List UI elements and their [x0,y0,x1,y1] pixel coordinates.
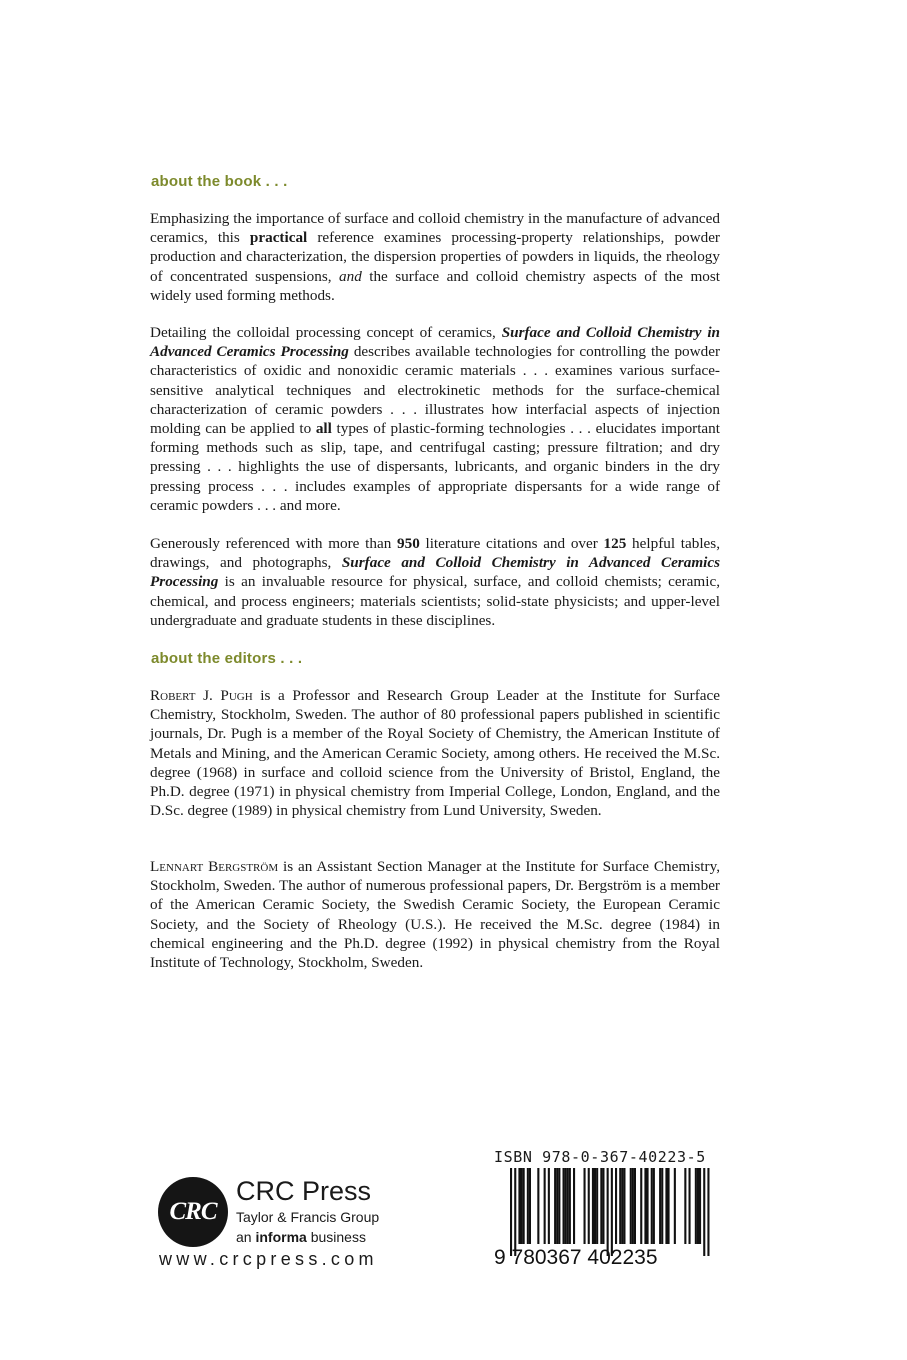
barcode-bar [527,1168,529,1244]
about-editors-heading: about the editors . . . [151,650,303,667]
about-book-paragraph-1 [150,209,720,305]
barcode-bar [665,1168,667,1244]
book-title-text: Surface and Colloid Chemistry in Advanced Ceramics Processing [150,554,720,591]
barcode-bar [695,1168,697,1244]
barcode-bar [518,1168,520,1244]
barcode-bar [592,1168,594,1244]
text-run: reference examines processing-property relationships, powder production and characterization, the dispersion properties of powders in liquids, the rheology of concentrated suspensions, [150,229,720,285]
logo-text: CRC [169,1198,217,1225]
emphasis-text: and [339,267,362,285]
barcode-bar [611,1168,613,1256]
barcode-bar [640,1168,642,1244]
barcode-bar [529,1168,531,1244]
about-book-paragraph-3 [150,534,720,630]
text-run: the surface and colloid chemistry aspects of the most widely used forming methods. [150,267,720,304]
barcode-bar [668,1168,670,1244]
about-book-paragraph-2 [150,323,720,515]
barcode-bar [548,1168,550,1244]
barcode-bar [554,1168,556,1244]
barcode-bar [697,1168,699,1244]
barcode-bar [510,1168,512,1256]
barcode-bar [565,1168,567,1244]
barcode-bar [584,1168,586,1244]
publisher-group: Taylor & Francis Group [236,1209,380,1225]
barcode-bar [596,1168,598,1244]
barcode-bar [623,1168,625,1244]
barcode-bar [573,1168,575,1244]
barcode-bar [621,1168,623,1244]
barcode-bar [653,1168,655,1244]
emphasis-text: 950 [397,535,420,552]
text-run: an [236,1229,256,1245]
barcode-bar [537,1168,539,1244]
text-run: Generously referenced with more than [150,535,397,552]
barcode-bar [521,1168,523,1244]
barcode-bar [630,1168,632,1244]
book-title-text: Surface and Colloid Chemistry in Advanced Ceramics Processing [150,324,720,361]
barcode-bar [644,1168,646,1244]
barcode-number: 9 780367 402235 [494,1246,658,1269]
barcode-bar [602,1168,604,1244]
barcode-bar [567,1168,569,1244]
editor-2-bio [150,857,720,972]
text-run: is an Assistant Section Manager at the Institute for Surface Chemistry, Stockholm, Sweden. The author of numerous professional papers, Dr. Bergström is a member of the American Ceramic Society, the Swedish Ceramic Society, the European Ceramic Society, and the Society of Rheology (U.S.). He received the M.Sc. degree (1984) in chemical engineering and the Ph.D. degree (1992) in physical chemistry from the Royal Institute of Technology, Stockholm, Sweden. [150,858,720,972]
text-run: Detailing the colloidal processing concept of ceramics, [150,324,502,341]
emphasis-text: 125 [603,535,627,552]
publisher-url: www.crcpress.com [159,1249,378,1269]
text-run: business [306,1229,366,1245]
barcode-bar [632,1168,634,1244]
barcode-bar [699,1168,701,1244]
barcode-bar [674,1168,676,1244]
barcode-bar [659,1168,661,1244]
text-run: describes available technologies for controlling the powder characteristics of oxidic and nonoxidic ceramic materials . . . examines various surface-sensitive analytical techniques and electrokinetic methods for the surface-chemical characterization of ceramic powders . . . illustrates how interfacial aspects of injection molding can be applied to [150,343,720,438]
publisher-name: CRC Press [236,1176,372,1206]
barcode-bar [563,1168,565,1244]
barcode-bar [556,1168,558,1244]
editor-name: Lennart Bergström [150,858,279,875]
barcode-bar [651,1168,653,1244]
barcode-bar [689,1168,691,1244]
editor-name: Robert J. Pugh [150,687,253,704]
editor-1-bio [150,686,720,820]
barcode-bar [615,1168,617,1244]
about-book-heading: about the book . . . [151,173,288,190]
isbn-label: ISBN 978-0-367-40223-5 [494,1148,706,1166]
emphasis-text: all [315,420,332,438]
text-run: literature citations and over [419,535,604,552]
barcode-bar [684,1168,686,1244]
barcode-bar [647,1168,649,1244]
barcode-bar [607,1168,609,1256]
text-run: types of plastic-forming technologies . . . elucidates important forming methods such as slip, tape, and centrifugal casting; pressure filtration; and dry pressing . . . highlights the use of dispersants, lubricants, and organic binders in the dry pressing process . . . includes examples of appropriate dispersants for a wide range of ceramic powders . . . and more. [150,420,720,514]
barcode-bar [600,1168,602,1244]
text-run: Emphasizing the importance of surface and colloid chemistry in the manufacture of advanced ceramics, this [150,210,720,247]
text-run: is a Professor and Research Group Leader at the Institute for Surface Chemistry, Stockholm, Sweden. The author of 80 professional papers published in scientific journals, Dr. Pugh is a member of the Royal Society of Chemistry, the American Institute of Metals and Mining, and the American Ceramic Society, among others. He received the M.Sc. degree (1968) in surface and colloid science from the University of Bristol, England, the Ph.D. degree (1971) in physical chemistry from Imperial College, London, England, and the D.Sc. degree (1989) in physical chemistry from Lund University, Sweden. [150,687,720,820]
barcode-bar [703,1168,705,1256]
text-run: is an invaluable resource for physical, surface, and colloid chemists; ceramic, chemical, and process engineers; materials scientists; solid-state physicists; and upper-level undergraduate and graduate students in these disciplines. [150,573,720,629]
barcode-bar [569,1168,571,1244]
barcode-bar [523,1168,525,1244]
barcode-bar [514,1168,516,1256]
publisher-tagline [236,1229,366,1245]
barcode-bar [661,1168,663,1244]
emphasis-text: informa [255,1229,307,1245]
barcode-bar [707,1168,709,1256]
barcode-bar [544,1168,546,1244]
barcode-bar [558,1168,560,1244]
barcode-bar [594,1168,596,1244]
text-run: helpful tables, drawings, and photographs, [150,535,720,572]
crc-logo [158,1177,228,1247]
barcode-bar [619,1168,621,1244]
barcode-bar [588,1168,590,1244]
barcode-bar [634,1168,636,1244]
emphasis-text: practical [249,229,308,247]
